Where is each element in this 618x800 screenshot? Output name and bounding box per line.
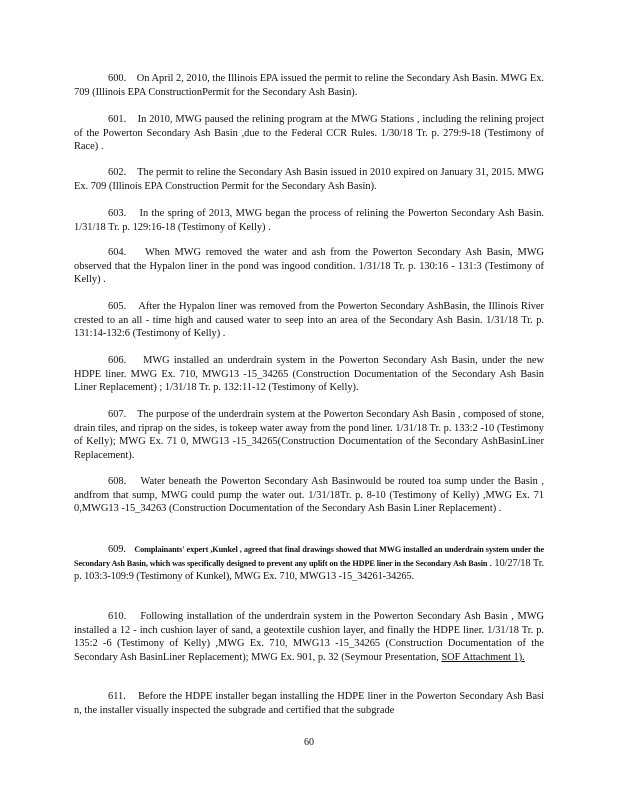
paragraph-604 [74,246,544,287]
paragraph-608 [74,475,544,516]
paragraph-600 [74,72,544,99]
paragraph-number: 606. [108,355,127,366]
paragraph-number: 607. [108,409,127,420]
paragraph-number: 600. [108,73,127,84]
paragraph-text: The permit to reline the Secondary Ash Basin issued in 2010 expired on January 31, 2015. MWG Ex. 709 (Illinois EPA Construction Permit for the Secondary Ash Basin). [74,167,544,192]
paragraph-number: 601. [108,114,127,125]
paragraph-number: 610. [108,611,127,622]
paragraph-number: 604. [108,247,127,258]
sof-attachment-reference: SOF Attachment 1). [441,651,525,663]
paragraph-text: In the spring of 2013, MWG began the process of relining the Powerton Secondary Ash Basin. 1/31/18 Tr. p. 129:16-18 (Testimony of Kelly) . [74,208,545,233]
paragraph-606 [74,354,544,395]
paragraph-number: 602. [108,167,127,178]
paragraph-text: MWG installed an underdrain system in the Powerton Secondary Ash Basin, under the new HDPE liner. MWG Ex. 710, MWG13 -15_34265 (Construction Documentation of the Secondary Ash Basin Liner Replacement) ; 1/31/18 Tr. p. 132:11-12 (Testimony of Kelly). [74,355,545,394]
paragraph-611 [74,690,544,717]
paragraph-610 [74,610,544,664]
paragraph-text-condensed: Complainants' expert ,Kunkel , agreed that final drawings showed that MWG installed an underdrain system under the Secondary Ash Basin, which was specifically designed to prevent any uplift on the HDPE liner in the Secondary Ash Basin [74,545,544,568]
paragraph-text: . 10/27/18 Tr. p. 103:3-109:9 (Testimony of Kunkel), MWG Ex. 710, MWG13 -15_34261-34265. [74,557,544,583]
paragraph-text: After the Hypalon liner was removed from the Powerton Secondary AshBasin, the Illinois River crested to an all - time high and caused water to seep into an area of the Secondary Ash Basin. 1/31/18 Tr. p. 131:14-132:6 (Testimony of Kelly) . [74,301,545,340]
paragraph-text: Before the HDPE installer began installing the HDPE liner in the Powerton Secondary Ash Basi n, the installer visually inspected the subgrade and certified that the subgrade [74,691,545,716]
paragraph-text: When MWG removed the water and ash from the Powerton Secondary Ash Basin, MWG observed that the Hypalon liner in the pond was ingood condition. 1/31/18 Tr. p. 130:16 - 131:3 (Testimony of Kelly) . [74,247,545,286]
paragraph-text: Water beneath the Powerton Secondary Ash Basinwould be routed toa sump under the Basin , andfrom that sump, MWG could pump the water out. 1/31/18Tr. p. 8-10 (Testimony of Kelly) ,MWG Ex. 71 0,MWG13 -15_34263 (Construction Documentation of the Secondary Ash Basin Liner Replacement) . [74,476,545,515]
page-number: 60 [304,737,314,748]
paragraph-number: 608. [108,476,127,487]
paragraph-609 [74,543,544,584]
paragraph-607 [74,408,544,462]
paragraph-number: 609. [108,544,126,555]
paragraph-603 [74,207,544,234]
paragraph-601 [74,113,544,154]
paragraph-number: 603. [108,208,127,219]
paragraph-number: 611. [108,691,126,702]
paragraph-text: Following installation of the underdrain system in the Powerton Secondary Ash Basin , MWG installed a 12 - inch cushion layer of sand, a geotextile cushion layer, and finally the HDPE liner. 1/31/18 Tr. p. 135:2 -6 (Testimony of Kelly) ,MWG Ex. 710, MWG13 -15_34265 (Construction Documentation of the Secondary Ash BasinLiner Replacement); MWG Ex. 901, p. 32 (Seymour Presentation, [74,611,545,663]
paragraph-text: In 2010, MWG paused the relining program at the MWG Stations , including the relining project of the Powerton Secondary Ash Basin ,due to the Federal CCR Rules. 1/30/18 Tr. p. 279:9-18 (Testimony of Race) . [74,114,544,153]
paragraph-number: 605. [108,301,127,312]
paragraph-605 [74,300,544,341]
paragraph-602 [74,166,544,193]
paragraph-text: The purpose of the underdrain system at the Powerton Secondary Ash Basin , composed of stone, drain tiles, and riprap on the sides, is tokeep water away from the pond liner. 1/31/18 Tr. p. 133:2 -10 (Testimony of Kelly); MWG Ex. 71 0, MWG13 -15_34265(Construction Documentation of the Secondary AshBasinLiner Replacement). [74,409,544,461]
paragraph-text: On April 2, 2010, the Illinois EPA issued the permit to reline the Secondary Ash Basin. MWG Ex. 709 (Illinois EPA ConstructionPermit for the Secondary Ash Basin). [74,73,545,98]
